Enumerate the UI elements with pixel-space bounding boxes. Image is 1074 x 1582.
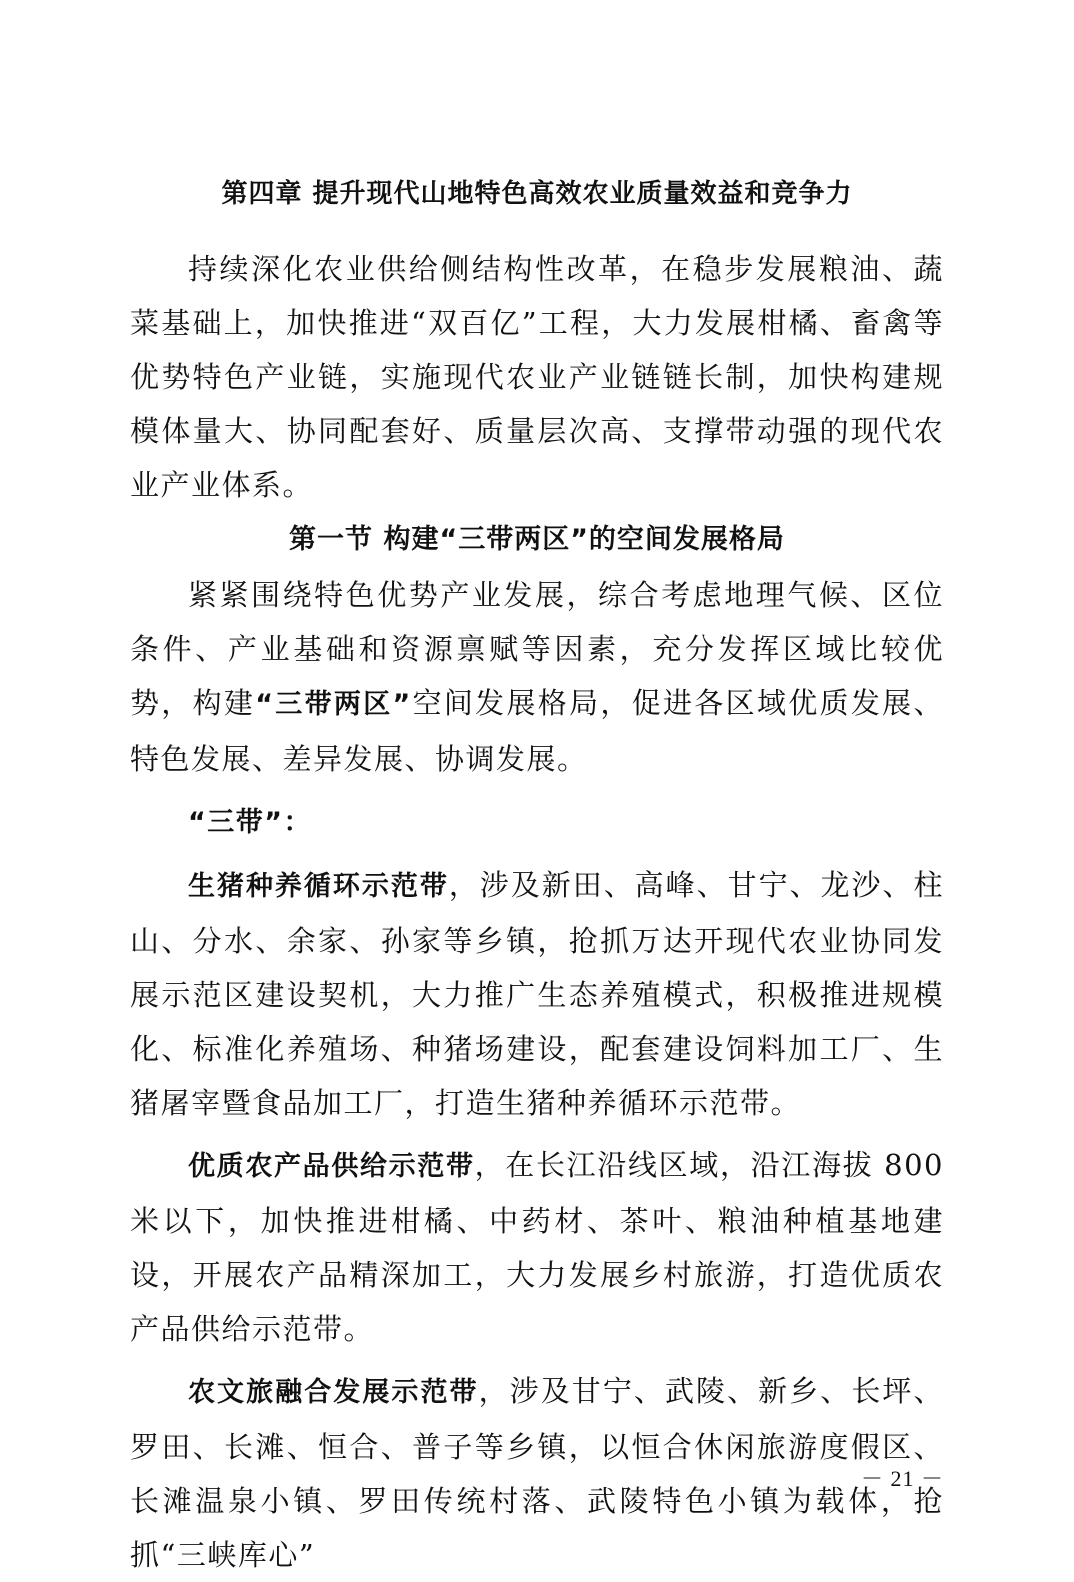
belt-paragraph-tourism bbox=[130, 1364, 944, 1582]
section-intro-bold-term: “三带两区” bbox=[255, 689, 412, 720]
belt-paragraph-pig bbox=[130, 858, 944, 1130]
page-body bbox=[130, 242, 944, 1582]
section-intro-text-start: 紧紧围绕特色优势产业发展，综合考虑地理气候、区位条件、产业基础和资源禀赋等因素，充分发挥区域比较优势，构建 bbox=[130, 578, 944, 720]
page-number: － 21 － bbox=[860, 1466, 944, 1491]
belt-text-produce: ，在长江沿线区域，沿江海拔 800 米以下，加快推进柑橘、中药材、茶叶、粮油种植基地建设，开展农产品精深加工，大力发展乡村旅游，打造优质农产品供给示范带。 bbox=[130, 1148, 944, 1346]
section-intro-paragraph bbox=[130, 568, 944, 786]
three-belts-heading bbox=[130, 794, 944, 850]
belt-name-tourism: 农文旅融合发展示范带 bbox=[188, 1377, 479, 1408]
belt-name-produce: 优质农产品供给示范带 bbox=[188, 1151, 475, 1182]
section-intro-text-end: 空间发展格局，促进各区域优质发展、特色发展、差异发展、协调发展。 bbox=[130, 686, 944, 776]
chapter-title: 第四章 提升现代山地特色高效农业质量效益和竞争力 bbox=[221, 179, 853, 209]
section-title: 第一节 构建“三带两区”的空间发展格局 bbox=[289, 524, 785, 555]
belt-text-tourism: ，涉及甘宁、武陵、新乡、长坪、罗田、长滩、恒合、普子等乡镇，以恒合休闲旅游度假区、长滩温泉小镇、罗田传统村落、武陵特色小镇为载体，抢抓“三峡库心” bbox=[130, 1374, 944, 1572]
belt-name-pig: 生猪种养循环示范带 bbox=[188, 871, 449, 902]
intro-paragraph: 持续深化农业供给侧结构性改革，在稳步发展粮油、蔬菜基础上，加快推进“双百亿”工程，大力发展柑橘、畜禽等优势特色产业链，实施现代农业产业链链长制，加快构建规模体量大、协同配套好、质量层次高、支撑带动强的现代农业产业体系。 bbox=[130, 252, 944, 502]
belt-paragraph-produce bbox=[130, 1138, 944, 1356]
three-belts-heading-text: “三带”： bbox=[188, 807, 312, 838]
belt-text-pig: ，涉及新田、高峰、甘宁、龙沙、柱山、分水、余家、孙家等乡镇，抢抓万达开现代农业协同发展示范区建设契机，大力推广生态养殖模式，积极推进规模化、标准化养殖场、种猪场建设，配套建设饲料加工厂、生猪屠宰暨食品加工厂，打造生猪种养循环示范带。 bbox=[130, 868, 944, 1120]
